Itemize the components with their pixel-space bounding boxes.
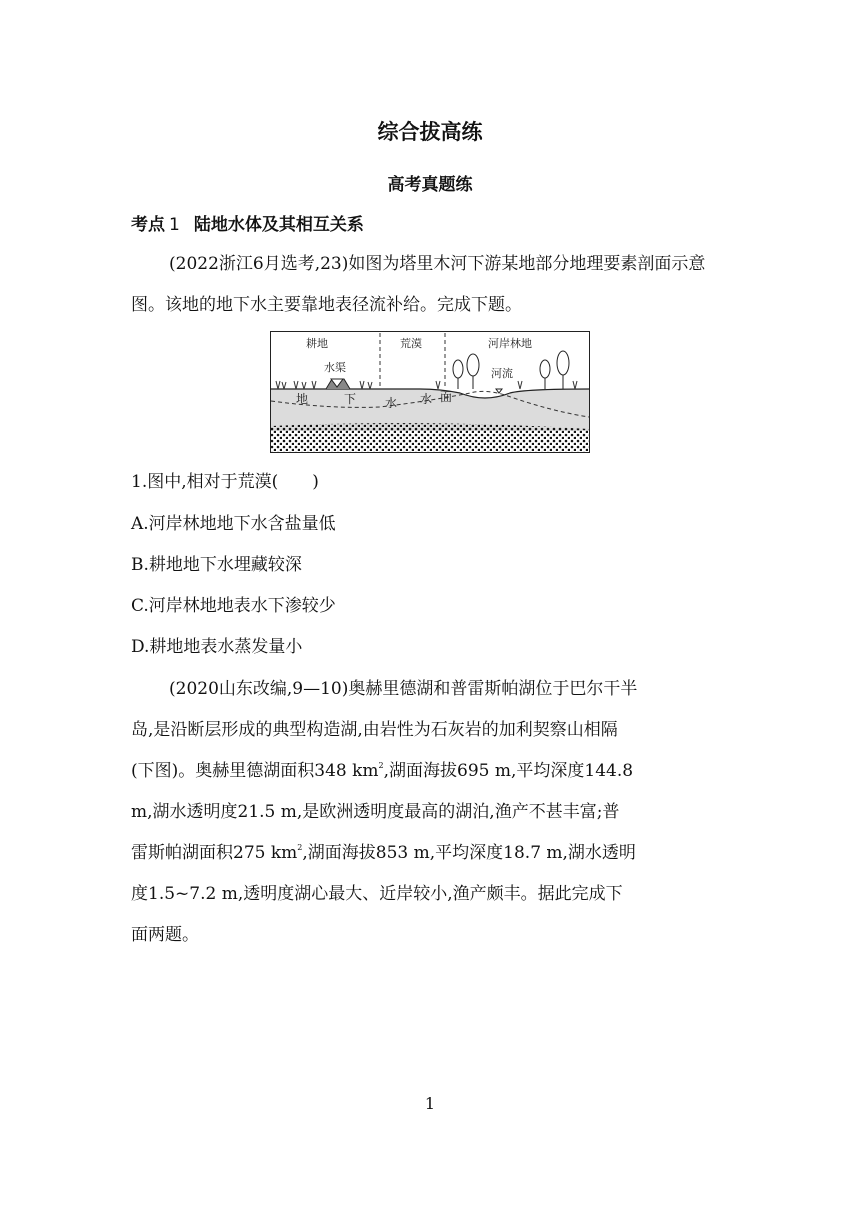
section-heading — [131, 210, 364, 235]
superscript-2: 2 — [378, 761, 384, 770]
cross-section-figure — [270, 331, 590, 453]
section-label: 考点 — [131, 215, 165, 235]
intro-paragraph-1: (2022浙江6月选考,23)如图为塔里木河下游某地部分地理要素剖面示意图。该地的地下水主要靠地表径流补给。完成下题。 — [131, 254, 706, 315]
superscript-2b: 2 — [297, 843, 303, 852]
label-canal: 水渠 — [324, 361, 346, 374]
section-number: 1 — [169, 215, 180, 235]
label-farmland: 耕地 — [306, 337, 328, 350]
question-1-option-a: A.河岸林地地下水含盐量低 — [131, 514, 336, 534]
intro-2-line-5 — [131, 841, 636, 865]
intro-2-line-2: 岛,是沿断层形成的典型构造湖,由岩性为石灰岩的加利契察山相隔 — [131, 720, 618, 740]
intro-2-line-5-text: 雷斯帕湖面积275 km — [131, 843, 298, 863]
label-desert: 荒漠 — [400, 337, 422, 350]
section-name: 陆地水体及其相互关系 — [193, 215, 364, 235]
question-1-option-b: B.耕地地下水埋藏较深 — [131, 555, 302, 575]
intro-2-line-7: 面两题。 — [131, 925, 199, 945]
intro-2-line-3-tail: ,湖面海拔695 m,平均深度144.8 — [383, 761, 634, 781]
question-1-stem: 1.图中,相对于荒漠( ) — [131, 472, 319, 492]
page-subtitle: 高考真题练 — [387, 175, 473, 195]
label-gw-2: 下 — [344, 392, 357, 406]
intro-2-line-6: 度1.5~7.2 m,透明度湖心最大、近岸较小,渔产颇丰。据此完成下 — [131, 884, 623, 904]
label-riparian: 河岸林地 — [488, 337, 532, 350]
intro-2-line-1: (2020山东改编,9—10)奥赫里德湖和普雷斯帕湖位于巴尔干半 — [169, 679, 638, 699]
intro-2-line-5-tail: ,湖面海拔853 m,平均深度18.7 m,湖水透明 — [302, 843, 636, 863]
intro-2-line-4: m,湖水透明度21.5 m,是欧洲透明度最高的湖泊,渔产不甚丰富;普 — [131, 802, 620, 822]
page-number: 1 — [424, 1094, 436, 1113]
label-gw-3: 水 — [385, 396, 398, 410]
intro-2-line-3 — [131, 759, 633, 783]
question-1-option-c: C.河岸林地地表水下渗较少 — [131, 596, 336, 616]
label-gw-4: 水 — [420, 392, 433, 406]
intro-2-line-3-text: (下图)。奥赫里德湖面积348 km — [131, 761, 379, 781]
label-gw-1: 地 — [296, 392, 309, 406]
label-river: 河流 — [491, 367, 513, 380]
label-gw-5: 面 — [440, 390, 453, 404]
page-title: 综合拔高练 — [377, 120, 483, 144]
aquifer-layer — [271, 423, 589, 452]
question-1-option-d: D.耕地地表水蒸发量小 — [131, 637, 303, 657]
